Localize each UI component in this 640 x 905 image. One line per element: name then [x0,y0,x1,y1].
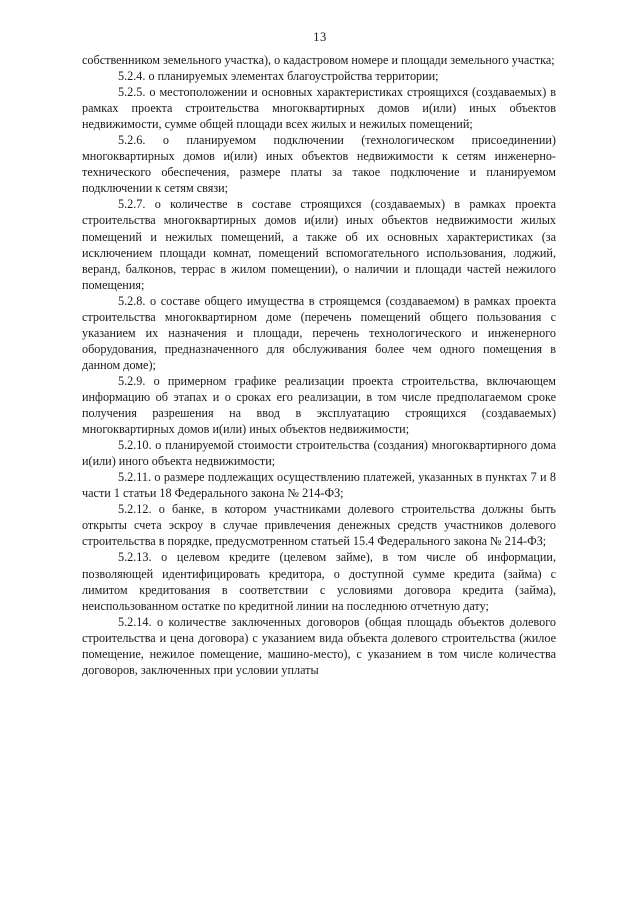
paragraph-5-2-7: 5.2.7. о количестве в составе строящихся (создаваемых) в рамках проекта строительства многоквартирных домов и(или) иных объектов недвижимости жилых помещений и нежилых помещений, а также об их основных характеристиках (за исключением площади комнат, помещений вспомогательного использования, лоджий, веранд, балконов, террас в жилом помещении), о наличии и площади частей нежилого помещения; [82,197,556,292]
paragraph-continuation: собственником земельного участка), о кадастровом номере и площади земельного участка; [82,53,555,67]
paragraph-5-2-11: 5.2.11. о размере подлежащих осуществлению платежей, указанных в пунктах 7 и 8 части 1 статьи 18 Федерального закона № 214-ФЗ; [82,470,556,501]
paragraph-5-2-10: 5.2.10. о планируемой стоимости строительства (создания) многоквартирного дома и(или) иного объекта недвижимости; [82,438,556,469]
paragraph-5-2-6: 5.2.6. о планируемом подключении (технологическом присоединении) многоквартирных домов и(или) иных объектов недвижимости к сетям инженерно-технического обеспечения, размере платы за такое подключение и планируемом подключении к сетям связи; [82,133,556,196]
paragraph-5-2-4: 5.2.4. о планируемых элементах благоустройства территории; [118,69,439,84]
page-number: 13 [313,30,327,44]
paragraph-5-2-8: 5.2.8. о составе общего имущества в строящемся (создаваемом) в рамках проекта строительства многоквартирном доме (перечень помещений общего пользования с указанием их назначения и площади, перечень технологического и инженерного оборудования, предназначенного для обслуживания более чем одного помещения в данном доме); [82,293,556,372]
paragraph-5-2-12: 5.2.12. о банке, в котором участниками долевого строительства должны быть открыты счета эскроу в случае привлечения денежных средств участников долевого строительства в порядке, предусмотренном статьей 15.4 Федерального закона № 214-ФЗ; [82,502,556,549]
paragraph-5-2-14: 5.2.14. о количестве заключенных договоров (общая площадь объектов долевого строительства и цена договора) с указанием вида объекта долевого строительства (жилое помещение, нежилое помещение, машино-место), с указанием в том числе количества договоров, заключенных при условии уплаты [82,614,556,677]
paragraph-5-2-13: 5.2.13. о целевом кредите (целевом займе), в том числе об информации, позволяющей идентифицировать кредитора, о доступной сумме кредита (займа) с лимитом кредитования в соответствии с условиями договора кредита (займа), неиспользованном остатке по кредитной линии на последнюю отчетную дату; [82,550,556,613]
paragraph-5-2-5: 5.2.5. о местоположении и основных характеристиках строящихся (создаваемых) в рамках проекта строительства многоквартирных домов и(или) иных объектов недвижимости, сумме общей площади всех жилых и нежилых помещений; [82,85,556,132]
paragraph-5-2-9: 5.2.9. о примерном графике реализации проекта строительства, включающем информацию об этапах и о сроках его реализации, в том числе предполагаемом сроке получения разрешения на ввод в эксплуатацию строящихся (создаваемых) многоквартирных домов и(или) иных объектов недвижимости; [82,373,556,437]
document-body [82,52,556,678]
